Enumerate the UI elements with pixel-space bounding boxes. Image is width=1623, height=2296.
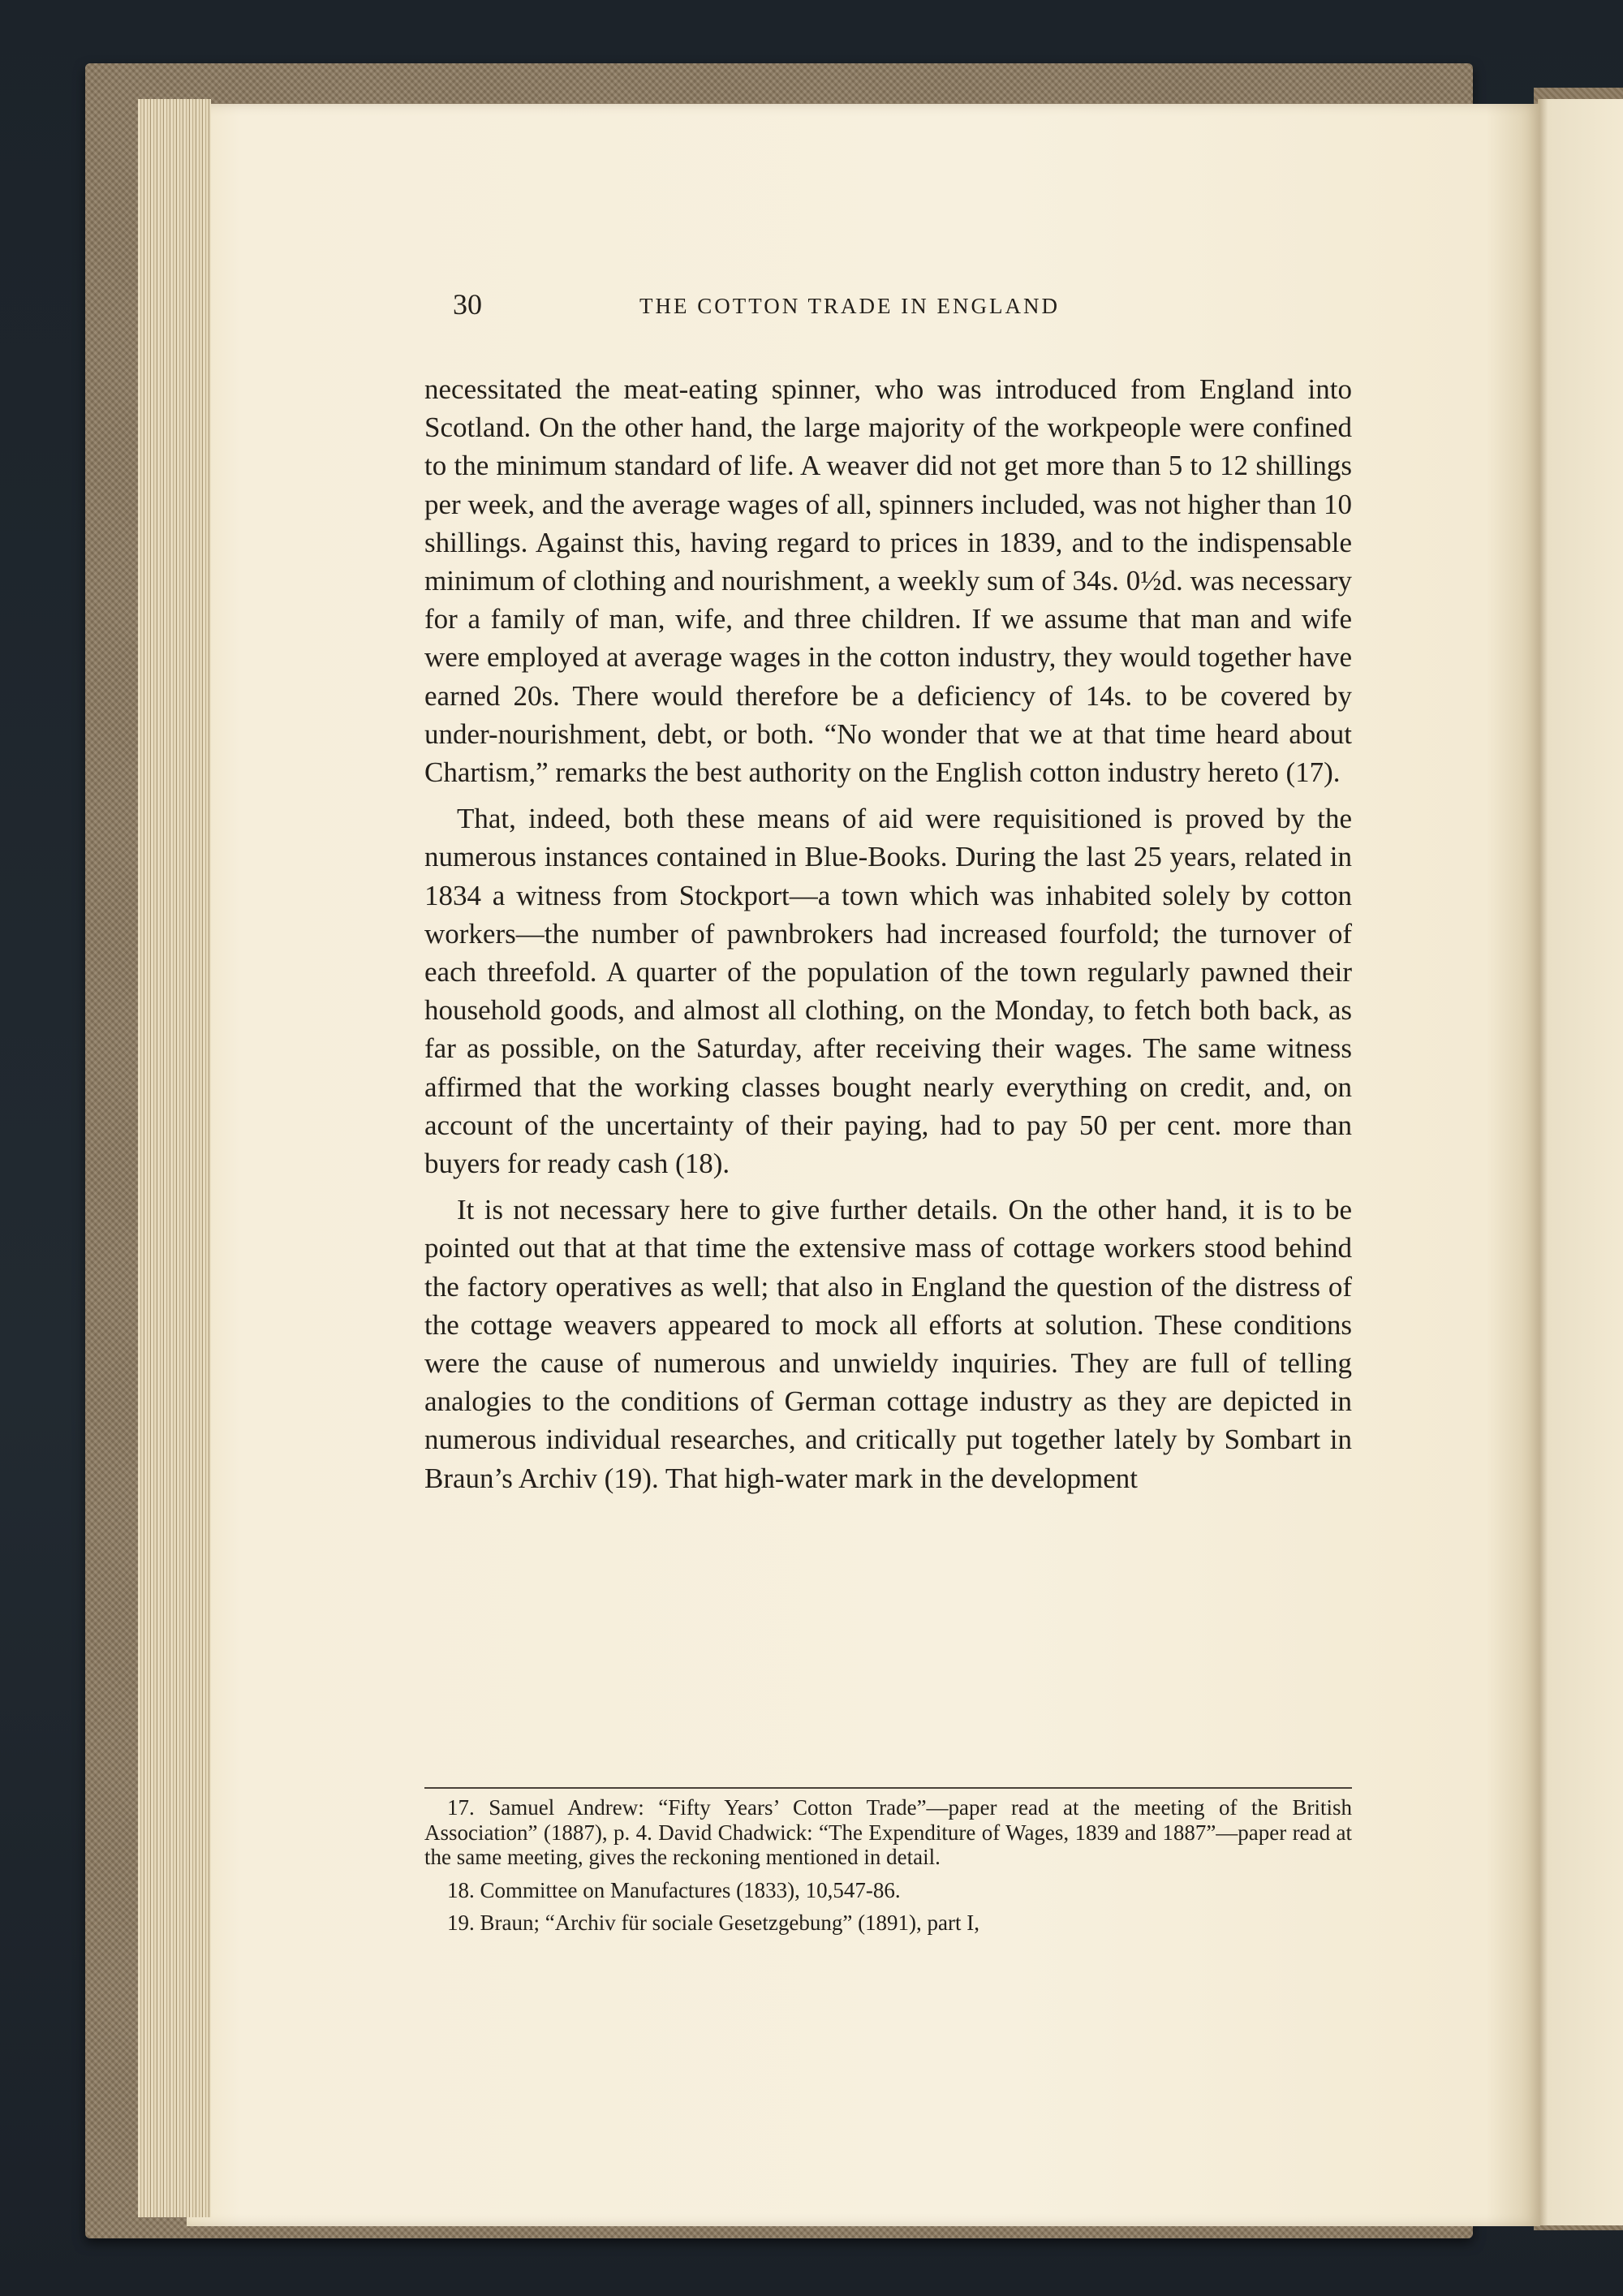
footnote: 18. Committee on Manufactures (1833), 10,547-86.	[447, 1877, 901, 1902]
footnote: 19. Braun; “Archiv für sociale Gesetzgebung” (1891), part I,	[447, 1910, 980, 1935]
running-head: THE COTTON TRADE IN ENGLAND	[639, 294, 1060, 318]
page-header	[453, 287, 1352, 328]
page-stack-edges	[138, 99, 211, 2217]
footnotes	[424, 1795, 1352, 1944]
body-text	[424, 370, 1352, 1506]
paragraph: necessitated the meat-eating spinner, who was introduced from England into Scotland. On the other hand, the large majority of the workpeople were confined to the minimum standard of life. A weaver did not get more than 5 to 12 shillings per week, and the average wages of all, spinners included, was not higher than 10 shillings. Against this, having regard to prices in 1839, and to the indispensable minimum of clothing and nourishment, a weekly sum of 34s. 0½d. was necessary for a family of man, wife, and three children. If we assume that man and wife were employed at average wages in the cotton industry, they would together have earned 20s. There would therefore be a deficiency of 14s. to be covered by under-nourishment, debt, or both. “No wonder that we at that time heard about Chartism,” remarks the best authority on the English cotton industry hereto (17).	[424, 373, 1352, 789]
page-number: 30	[453, 288, 482, 321]
footnote-rule	[424, 1787, 1352, 1789]
paragraph: It is not necessary here to give further details. On the other hand, it is to be pointed out that at that time the extensive mass of cottage workers stood behind the factory operatives as well; that also in England the question of the distress of the cottage weavers appeared to mock all efforts at solution. These conditions were the cause of numerous and unwieldy inquiries. They are full of telling analogies to the conditions of German cottage industry as they are depicted in numerous individual researches, and critically put together lately by Sombart in Braun’s Archiv (19). That high-water mark in the development	[424, 1194, 1352, 1494]
footnote: 17. Samuel Andrew: “Fifty Years’ Cotton Trade”—paper read at the meeting of the British Association” (1887), p. 4. David Chadwick: “The Expenditure of Wages, 1839 and 1887”—paper read at the same meeting, gives the reckoning mentioned in detail.	[424, 1795, 1352, 1869]
facing-page-edge	[1538, 99, 1623, 2225]
paragraph: That, indeed, both these means of aid were requisitioned is proved by the numerous instances contained in Blue-Books. During the last 25 years, related in 1834 a witness from Stockport—a town which was inhabited solely by cotton workers—the number of pawnbrokers had increased fourfold; the turnover of each threefold. A quarter of the population of the town regularly pawned their household goods, and almost all clothing, on the Monday, to fetch both back, as far as possible, on the Saturday, after receiving their wages. The same witness affirmed that the working classes bought nearly everything on credit, and, on account of the uncertainty of their paying, had to pay 50 per cent. more than buyers for ready cash (18).	[424, 803, 1352, 1180]
